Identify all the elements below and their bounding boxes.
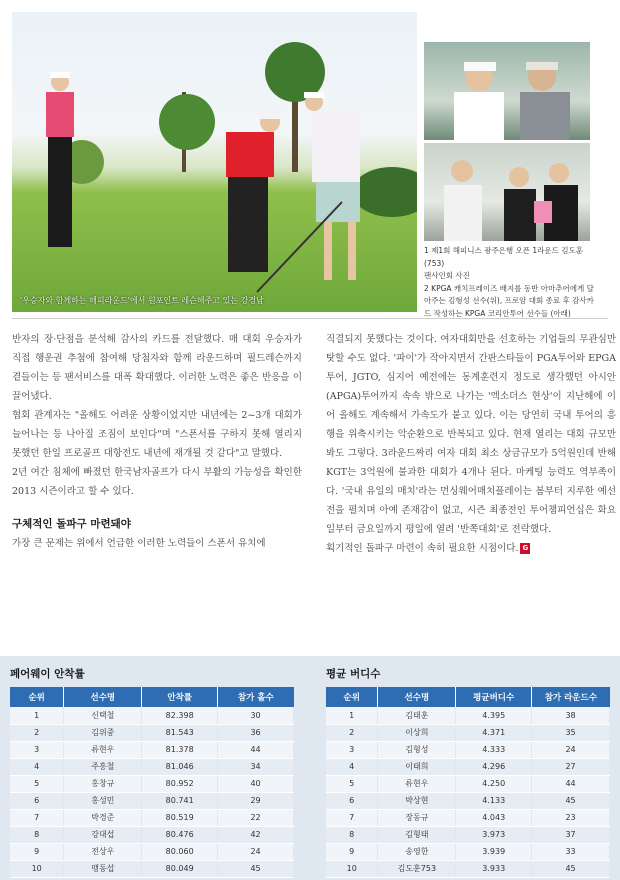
table-row	[10, 707, 294, 724]
table-cell: 5	[326, 775, 378, 792]
table-cell: 4.371	[456, 724, 532, 741]
table-cell: 10	[326, 860, 378, 877]
table-cell: 33	[532, 843, 610, 860]
table-cell: 9	[326, 843, 378, 860]
table-row	[326, 809, 610, 826]
article-paragraph: 협회 관계자는 "올해도 어려운 상황이었지만 내년에는 2~3개 대회가 늘어나는 등 나아질 조짐이 보인다"며 "스폰서를 구하지 못해 열리지 못했던 한일 프로골프 대항전도 내년에 재개될 것 같다"고 말했다.	[12, 410, 302, 459]
table-cell: 22	[218, 809, 294, 826]
table-row	[10, 826, 294, 843]
table-cell: 80.060	[142, 843, 218, 860]
table-cell: 3.933	[456, 860, 532, 877]
table-cell: 박경준	[64, 809, 142, 826]
table-row	[326, 707, 610, 724]
table-cell: 36	[218, 724, 294, 741]
column-header: 안착률	[142, 687, 218, 707]
table-cell: 40	[218, 775, 294, 792]
table-cell: 김형성	[378, 741, 456, 758]
table-row	[326, 775, 610, 792]
column-header: 순위	[326, 687, 378, 707]
table-cell: 강대섭	[64, 826, 142, 843]
table-cell: 박상현	[378, 792, 456, 809]
table-cell: 송영한	[378, 843, 456, 860]
table-cell: 81.543	[142, 724, 218, 741]
divider	[12, 318, 608, 319]
table-cell: 27	[532, 758, 610, 775]
table-cell: 80.049	[142, 860, 218, 877]
table-cell: 맹동섭	[64, 860, 142, 877]
table-cell: 9	[10, 843, 64, 860]
table-cell: 4.133	[456, 792, 532, 809]
table-row	[326, 724, 610, 741]
article-paragraph: 직결되지 못했다는 것이다. 여자대회만을 선호하는 기업들의 무관심만 탓할 수도 없다. '파이'가 작아지면서 간판스타들이 PGA투어와 EPGA투어, JGTO, 심지어 예전에는 동계훈련지 정도로 생각했던 아시안(APGA)투어까지 속속 밖으로 나가는 '엑소더스 현상'이 지난해에 이어 올해도 계속해서 가속도가 붙고 있다. 이는 당연히 국내 투어의 흥행을 위축시키는 악순환으로 반복되고 있다. 현재 열리는 대회 규모만 봐도 그렇다. 3라운드짜리 여자 대회 최소 상금규모가 5억원인데 반해 KGT는 3억원에 불과한 대회가 4개나 된다. 마케팅 능력도 역부족이다. '국내 유일의 매치'라는 먼싱웨어매치플레이는 봄부터 지루한 예선전을 펼치며 아예 존재감이 없고, 시즌 최종전인 투어챔피언십은 화요일부터 금요일까지 평일에 열려 '반쪽대회'로 전락했다.	[326, 334, 616, 535]
table-cell: 4.333	[456, 741, 532, 758]
table-cell: 7	[326, 809, 378, 826]
photo-badge-ceremony	[424, 42, 590, 140]
birdie-table	[326, 687, 610, 878]
article-subhead: 구체적인 돌파구 마련돼야	[12, 518, 131, 530]
table-cell: 3	[10, 741, 64, 758]
stats-panel	[0, 656, 620, 880]
table-cell: 4.250	[456, 775, 532, 792]
table-cell: 8	[10, 826, 64, 843]
birdie-table-section	[326, 666, 610, 878]
table-cell: 김도훈753	[378, 860, 456, 877]
article-closing	[326, 539, 616, 558]
table-cell: 29	[218, 792, 294, 809]
table-cell: 24	[532, 741, 610, 758]
photo-thank-you-cards	[424, 143, 590, 241]
column-header: 순위	[10, 687, 64, 707]
caption-line: 아주는 김형성 선수(위), 프로암 대회 종료 후 감사카	[424, 296, 594, 305]
table-cell: 신택철	[64, 707, 142, 724]
table-row	[326, 826, 610, 843]
table-row	[10, 724, 294, 741]
table-cell: 35	[532, 724, 610, 741]
table-cell: 45	[532, 860, 610, 877]
table-cell: 37	[532, 826, 610, 843]
birdie-table-title: 평균 버디수	[326, 668, 381, 680]
table-row	[10, 843, 294, 860]
table-cell: 전상우	[64, 843, 142, 860]
table-cell: 3.939	[456, 843, 532, 860]
caption-line: 1 제1회 해피니스 광주은행 오픈 1라운드 김도훈(753)	[424, 246, 584, 268]
caption-line: 2 KPGA 캐치프레이즈 배지를 동반 아마추어에게 달	[424, 283, 594, 293]
table-cell: 8	[326, 826, 378, 843]
table-cell: 3.973	[456, 826, 532, 843]
table-cell: 6	[10, 792, 64, 809]
side-photo-caption	[424, 245, 596, 320]
table-cell: 80.741	[142, 792, 218, 809]
column-header: 참가 라운드수	[532, 687, 610, 707]
column-header: 선수명	[378, 687, 456, 707]
table-cell: 1	[326, 707, 378, 724]
fairway-table	[10, 687, 294, 878]
table-cell: 홍성민	[64, 792, 142, 809]
table-cell: 4.296	[456, 758, 532, 775]
table-row	[10, 860, 294, 877]
table-cell: 2	[326, 724, 378, 741]
article-paragraph: 2년 여간 침체에 빠졌던 한국남자골프가 다시 부활의 가능성을 확인한 2013 시즌이라고 할 수 있다.	[12, 467, 302, 497]
table-row	[10, 792, 294, 809]
table-cell: 주흥철	[64, 758, 142, 775]
table-cell: 45	[218, 860, 294, 877]
fairway-table-section	[10, 666, 294, 878]
end-mark-icon: G	[522, 544, 529, 552]
table-row	[10, 775, 294, 792]
table-row	[326, 758, 610, 775]
table-cell: 4	[326, 758, 378, 775]
table-cell: 45	[532, 792, 610, 809]
table-cell: 44	[532, 775, 610, 792]
table-cell: 42	[218, 826, 294, 843]
table-cell: 류현우	[64, 741, 142, 758]
table-row	[10, 758, 294, 775]
article-paragraph: 가장 큰 문제는 위에서 언급한 이러한 노력들이 스폰서 유치에	[12, 538, 266, 549]
table-cell: 7	[10, 809, 64, 826]
table-cell: 이태희	[378, 758, 456, 775]
table-cell: 류현우	[378, 775, 456, 792]
table-cell: 홍창규	[64, 775, 142, 792]
table-cell: 10	[10, 860, 64, 877]
table-cell: 5	[10, 775, 64, 792]
table-cell: 김태훈	[378, 707, 456, 724]
table-cell: 82.398	[142, 707, 218, 724]
table-cell: 6	[326, 792, 378, 809]
article-paragraph: 반자의 장·단점을 분석해 감사의 카드를 전달했다. 매 대회 우승자가 직접 행운권 추첨에 참여해 당첨자와 함께 라운드하며 필드레슨까지 곁들이는 등 팬서비스를 대폭 확대했다. 이러한 노력은 좋은 반응을 이끌어냈다.	[12, 334, 302, 402]
article-column-left	[12, 330, 302, 553]
fairway-table-title: 페어웨이 안착률	[10, 668, 85, 680]
table-cell: 장동규	[378, 809, 456, 826]
table-row	[326, 843, 610, 860]
table-cell: 24	[218, 843, 294, 860]
table-cell: 1	[10, 707, 64, 724]
table-cell: 80.476	[142, 826, 218, 843]
caption-line: 팬사인회 사진	[424, 271, 470, 280]
table-cell: 3	[326, 741, 378, 758]
table-cell: 이상희	[378, 724, 456, 741]
table-cell: 80.952	[142, 775, 218, 792]
caption-line: 드 작성하는 KPGA 코리안투어 선수들 (아래)	[424, 308, 571, 318]
main-photo-caption: '우승자와 함께하는 해피라운드'에서 원포인트 레슨해주고 있는 강경남	[20, 296, 264, 305]
article-closing-text: 획기적인 돌파구 마련이 속히 필요한 시점이다.	[326, 543, 519, 554]
table-cell: 23	[532, 809, 610, 826]
table-cell: 34	[218, 758, 294, 775]
article-column-right	[326, 330, 616, 558]
table-row	[10, 741, 294, 758]
column-header: 선수명	[64, 687, 142, 707]
table-row	[326, 741, 610, 758]
table-cell: 2	[10, 724, 64, 741]
table-row	[326, 860, 610, 877]
table-cell: 4.395	[456, 707, 532, 724]
table-row	[326, 792, 610, 809]
table-cell: 4.043	[456, 809, 532, 826]
table-cell: 4	[10, 758, 64, 775]
table-cell: 김위중	[64, 724, 142, 741]
column-header: 평균버디수	[456, 687, 532, 707]
table-cell: 44	[218, 741, 294, 758]
table-row	[10, 809, 294, 826]
table-cell: 30	[218, 707, 294, 724]
table-cell: 81.046	[142, 758, 218, 775]
column-header: 참가 홀수	[218, 687, 294, 707]
table-cell: 80.519	[142, 809, 218, 826]
table-cell: 김형태	[378, 826, 456, 843]
table-cell: 81.378	[142, 741, 218, 758]
table-cell: 38	[532, 707, 610, 724]
photo-golf-lesson	[12, 12, 417, 312]
